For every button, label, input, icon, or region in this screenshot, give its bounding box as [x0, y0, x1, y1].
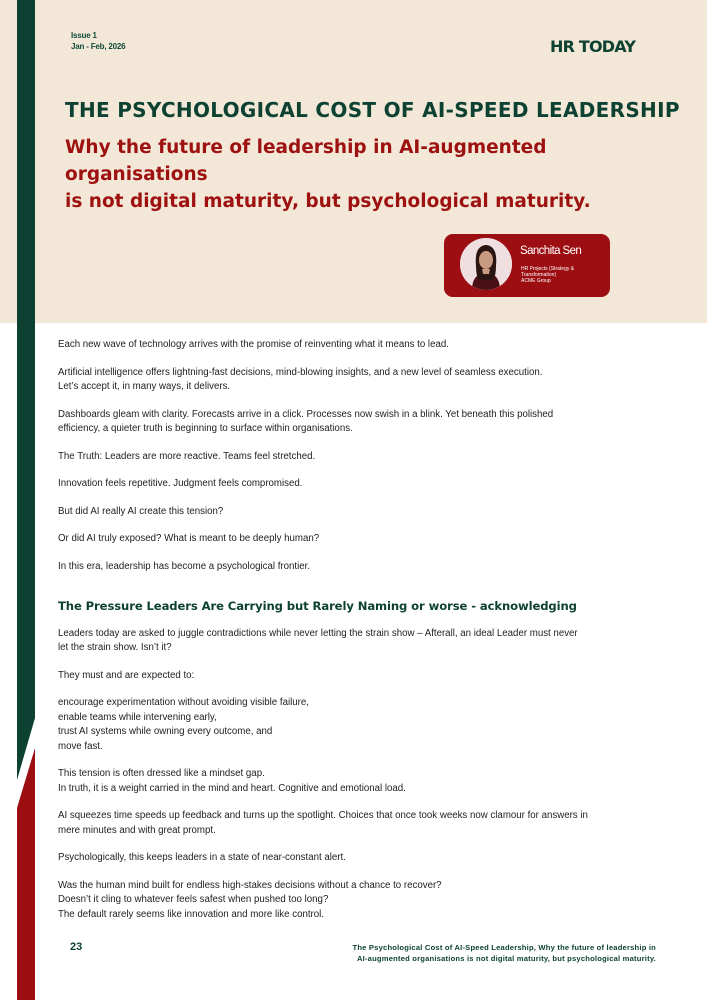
article-body: [58, 338, 658, 935]
paragraph-line: Was the human mind built for endless high-stakes decisions without a chance to recover?: [58, 879, 442, 891]
paragraph: [58, 879, 658, 923]
paragraph-line: Innovation feels repetitive. Judgment feels compromised.: [58, 478, 303, 489]
paragraph-line: Artificial intelligence offers lightning-fast decisions, mind-blowing insights, and a new level of seamless execution.: [58, 366, 543, 378]
paragraph: [58, 532, 658, 547]
paragraph-line: enable teams while intervening early,: [58, 711, 217, 723]
paragraph: [58, 627, 658, 656]
article-subtitle: [65, 134, 665, 215]
issue-number: Issue 1: [71, 31, 97, 40]
paragraph-line: In truth, it is a weight carried in the mind and heart. Cognitive and emotional load.: [58, 782, 406, 794]
article-title: THE PSYCHOLOGICAL COST OF AI-SPEED LEADERSHIP: [65, 98, 680, 122]
paragraph-line: This tension is often dressed like a mindset gap.: [58, 768, 265, 779]
paragraph-line: AI squeezes time speeds up feedback and turns up the spotlight. Choices that once took weeks now clamour for answers in: [58, 810, 588, 821]
paragraph-line: efficiency, a quieter truth is beginning to surface within organisations.: [58, 423, 353, 434]
paragraph-line: mere minutes and with great prompt.: [58, 824, 216, 836]
author-portrait-icon: [460, 238, 512, 290]
subtitle-line-1: Why the future of leadership in AI-augmented organisations: [65, 137, 547, 185]
paragraph-line: They must and are expected to:: [58, 669, 195, 681]
author-role-line-1: HR Projects (Strategy &: [521, 266, 575, 272]
intro-section: [58, 338, 658, 574]
paragraph-line: Psychologically, this keeps leaders in a state of near-constant alert.: [58, 852, 346, 863]
page-number: 23: [70, 941, 83, 953]
paragraph: [58, 809, 658, 838]
paragraph: [58, 408, 658, 437]
author-name: Sanchita Sen: [520, 245, 582, 257]
author-card: [444, 234, 610, 297]
author-role: [521, 266, 601, 284]
paragraph-line: Let’s accept it, in many ways, it delivers.: [58, 381, 231, 392]
side-stripe: [0, 0, 40, 1000]
issue-info: [71, 30, 125, 52]
paragraph-line: Each new wave of technology arrives with the promise of reinventing what it means to lead.: [58, 339, 449, 350]
footer-line-2: AI-augmented organisations is not digital maturity, but psychological maturity.: [356, 953, 656, 963]
paragraph-line: Or did AI truly exposed? What is meant to be deeply human?: [58, 533, 320, 544]
paragraph-line: In this era, leadership has become a psychological frontier.: [58, 560, 311, 572]
paragraph: [58, 450, 658, 465]
issue-date: Jan - Feb, 2026: [71, 42, 126, 51]
author-role-line-2: Transformation): [521, 272, 557, 278]
paragraph-line: let the strain show. Isn’t it?: [58, 642, 172, 653]
side-stripe-red: [17, 748, 35, 1000]
paragraph: [58, 851, 658, 866]
paragraph-line: The Truth: Leaders are more reactive. Teams feel stretched.: [58, 450, 316, 462]
paragraph-line: Leaders today are asked to juggle contradictions while never letting the strain show – Afterall, an ideal Leader must never: [58, 627, 578, 639]
paragraph-line: encourage experimentation without avoiding visible failure,: [58, 697, 309, 708]
footer-running-title: [270, 943, 656, 964]
paragraph-line: The default rarely seems like innovation and more like control.: [58, 908, 324, 920]
paragraph: [58, 338, 658, 353]
paragraph: [58, 366, 658, 395]
paragraph: [58, 696, 658, 754]
paragraph-line: But did AI really AI create this tension?: [58, 505, 224, 517]
paragraph: [58, 505, 658, 520]
footer-line-1: The Psychological Cost of AI-Speed Leadership, Why the future of leadership in: [352, 943, 656, 952]
paragraph: [58, 477, 658, 492]
subtitle-line-2: is not digital maturity, but psychological maturity.: [65, 191, 591, 212]
pressure-section: [58, 627, 658, 923]
paragraph-line: Doesn’t it cling to whatever feels safest when pushed too long?: [58, 894, 329, 905]
paragraph: [58, 669, 658, 684]
paragraph-line: move fast.: [58, 740, 103, 752]
author-company: ACME Group: [521, 278, 551, 284]
section-heading: The Pressure Leaders Are Carrying but Rarely Naming or worse - acknowledging: [58, 599, 577, 613]
author-avatar: [460, 238, 512, 290]
side-stripe-green: [17, 0, 35, 780]
hr-today-logo: HR TODAY: [550, 37, 636, 56]
paragraph: [58, 767, 658, 796]
paragraph-line: trust AI systems while owning every outcome, and: [58, 726, 273, 737]
paragraph-line: Dashboards gleam with clarity. Forecasts arrive in a click. Processes now swish in a blink. Yet beneath this polished: [58, 408, 554, 420]
paragraph: [58, 560, 658, 575]
